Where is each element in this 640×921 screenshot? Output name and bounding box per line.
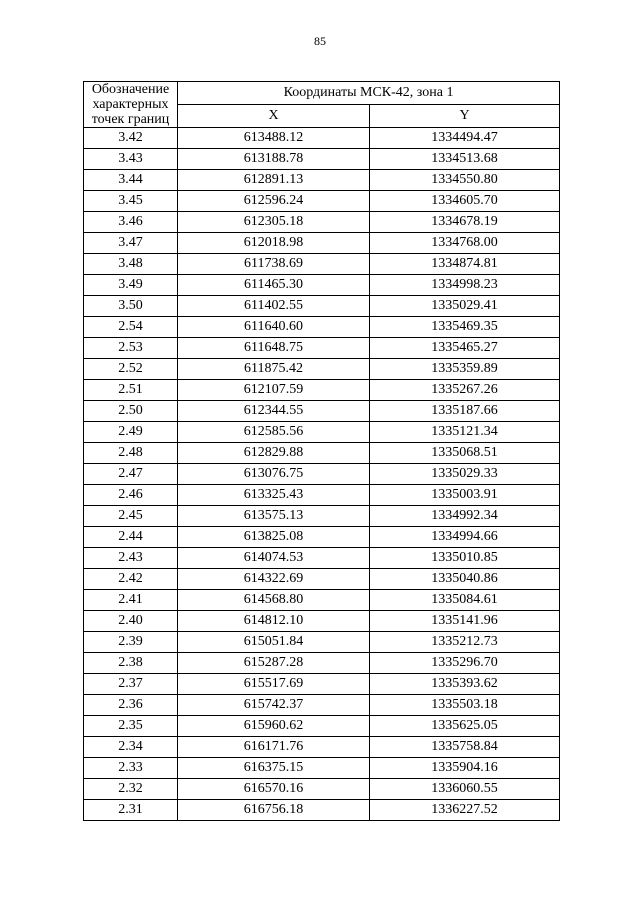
- page-number: 85: [314, 34, 326, 48]
- y-cell: 1334998.23: [370, 275, 560, 296]
- y-cell: 1335029.41: [370, 296, 560, 317]
- y-cell: 1335267.26: [370, 380, 560, 401]
- table-row: [84, 674, 560, 695]
- point-cell: 2.40: [84, 611, 178, 632]
- x-cell: 616171.76: [178, 737, 370, 758]
- x-cell: 613488.12: [178, 128, 370, 149]
- y-cell: 1335758.84: [370, 737, 560, 758]
- point-cell: 2.32: [84, 779, 178, 800]
- table-row: [84, 506, 560, 527]
- point-cell: 2.51: [84, 380, 178, 401]
- table-row: [84, 149, 560, 170]
- y-cell: 1335010.85: [370, 548, 560, 569]
- x-cell: 613188.78: [178, 149, 370, 170]
- y-cell: 1335296.70: [370, 653, 560, 674]
- point-cell: 2.34: [84, 737, 178, 758]
- y-cell: 1335187.66: [370, 401, 560, 422]
- table-row: [84, 695, 560, 716]
- point-cell: 2.53: [84, 338, 178, 359]
- point-cell: 2.35: [84, 716, 178, 737]
- y-cell: 1334605.70: [370, 191, 560, 212]
- point-cell: 3.44: [84, 170, 178, 191]
- x-cell: 612585.56: [178, 422, 370, 443]
- point-cell: 2.42: [84, 569, 178, 590]
- table-row: [84, 632, 560, 653]
- point-cell: 3.43: [84, 149, 178, 170]
- x-cell: 615051.84: [178, 632, 370, 653]
- point-cell: 2.50: [84, 401, 178, 422]
- table-row: [84, 401, 560, 422]
- x-cell: 612305.18: [178, 212, 370, 233]
- coordinates-header: Координаты МСК-42, зона 1: [178, 82, 560, 105]
- x-cell: 611402.55: [178, 296, 370, 317]
- table-row: [84, 779, 560, 800]
- table-row: [84, 527, 560, 548]
- table-row: [84, 548, 560, 569]
- table-row: [84, 359, 560, 380]
- point-cell: 2.38: [84, 653, 178, 674]
- y-cell: 1335029.33: [370, 464, 560, 485]
- point-cell: 2.45: [84, 506, 178, 527]
- y-cell: 1335040.86: [370, 569, 560, 590]
- y-cell: 1335068.51: [370, 443, 560, 464]
- table-row: [84, 212, 560, 233]
- y-cell: 1336227.52: [370, 800, 560, 821]
- point-cell: 2.43: [84, 548, 178, 569]
- table-row: [84, 254, 560, 275]
- x-cell: 614812.10: [178, 611, 370, 632]
- y-cell: 1335141.96: [370, 611, 560, 632]
- point-cell: 2.37: [84, 674, 178, 695]
- table-row: [84, 590, 560, 611]
- table-row: [84, 422, 560, 443]
- y-cell: 1335465.27: [370, 338, 560, 359]
- table-row: [84, 800, 560, 821]
- x-cell: 614322.69: [178, 569, 370, 590]
- x-cell: 613325.43: [178, 485, 370, 506]
- x-cell: 613076.75: [178, 464, 370, 485]
- y-cell: 1334550.80: [370, 170, 560, 191]
- y-cell: 1335121.34: [370, 422, 560, 443]
- table-row: [84, 758, 560, 779]
- point-cell: 3.47: [84, 233, 178, 254]
- table-row: [84, 737, 560, 758]
- y-cell: 1334768.00: [370, 233, 560, 254]
- point-cell: 3.46: [84, 212, 178, 233]
- y-cell: 1335084.61: [370, 590, 560, 611]
- table-row: [84, 338, 560, 359]
- point-cell: 2.54: [84, 317, 178, 338]
- y-cell: 1335904.16: [370, 758, 560, 779]
- table-row: [84, 464, 560, 485]
- x-cell: 612018.98: [178, 233, 370, 254]
- y-cell: 1334513.68: [370, 149, 560, 170]
- table-row: [84, 716, 560, 737]
- y-cell: 1335003.91: [370, 485, 560, 506]
- table-row: [84, 569, 560, 590]
- y-cell: 1334994.66: [370, 527, 560, 548]
- point-cell: 2.33: [84, 758, 178, 779]
- point-header-line-2: характерных: [92, 97, 169, 112]
- point-cell: 2.48: [84, 443, 178, 464]
- point-cell: 2.49: [84, 422, 178, 443]
- y-cell: 1335503.18: [370, 695, 560, 716]
- point-designation-header: [84, 82, 178, 128]
- point-cell: 2.52: [84, 359, 178, 380]
- point-cell: 3.42: [84, 128, 178, 149]
- y-cell: 1335212.73: [370, 632, 560, 653]
- x-cell: 611640.60: [178, 317, 370, 338]
- point-header-line-3: точек границ: [91, 112, 170, 127]
- x-cell: 615742.37: [178, 695, 370, 716]
- coordinates-table: [83, 81, 560, 821]
- table-row: [84, 317, 560, 338]
- point-cell: 3.48: [84, 254, 178, 275]
- table-row: [84, 296, 560, 317]
- y-cell: 1335393.62: [370, 674, 560, 695]
- table-row: [84, 443, 560, 464]
- x-cell: 612344.55: [178, 401, 370, 422]
- point-cell: 2.47: [84, 464, 178, 485]
- x-cell: 611738.69: [178, 254, 370, 275]
- x-cell: 614568.80: [178, 590, 370, 611]
- table-row: [84, 275, 560, 296]
- x-cell: 612107.59: [178, 380, 370, 401]
- table-row: [84, 170, 560, 191]
- x-header: X: [178, 105, 370, 128]
- point-cell: 2.46: [84, 485, 178, 506]
- table-row: [84, 611, 560, 632]
- y-cell: 1334874.81: [370, 254, 560, 275]
- point-cell: 3.45: [84, 191, 178, 212]
- y-cell: 1334992.34: [370, 506, 560, 527]
- table-row: [84, 233, 560, 254]
- x-cell: 616375.15: [178, 758, 370, 779]
- point-cell: 2.41: [84, 590, 178, 611]
- table-body: [84, 128, 560, 821]
- x-cell: 612596.24: [178, 191, 370, 212]
- table-row: [84, 653, 560, 674]
- point-cell: 2.36: [84, 695, 178, 716]
- x-cell: 614074.53: [178, 548, 370, 569]
- x-cell: 613575.13: [178, 506, 370, 527]
- x-cell: 615287.28: [178, 653, 370, 674]
- x-cell: 615960.62: [178, 716, 370, 737]
- point-cell: 3.49: [84, 275, 178, 296]
- point-cell: 3.50: [84, 296, 178, 317]
- y-header: Y: [370, 105, 560, 128]
- table-row: [84, 128, 560, 149]
- x-cell: 616570.16: [178, 779, 370, 800]
- x-cell: 613825.08: [178, 527, 370, 548]
- y-cell: 1336060.55: [370, 779, 560, 800]
- y-cell: 1335625.05: [370, 716, 560, 737]
- y-cell: 1335469.35: [370, 317, 560, 338]
- point-cell: 2.39: [84, 632, 178, 653]
- x-cell: 615517.69: [178, 674, 370, 695]
- y-cell: 1335359.89: [370, 359, 560, 380]
- y-cell: 1334678.19: [370, 212, 560, 233]
- x-cell: 611875.42: [178, 359, 370, 380]
- y-cell: 1334494.47: [370, 128, 560, 149]
- x-cell: 612891.13: [178, 170, 370, 191]
- x-cell: 612829.88: [178, 443, 370, 464]
- x-cell: 611648.75: [178, 338, 370, 359]
- table-row: [84, 485, 560, 506]
- point-cell: 2.31: [84, 800, 178, 821]
- table-row: [84, 380, 560, 401]
- point-cell: 2.44: [84, 527, 178, 548]
- point-header-line-1: Обозначение: [91, 82, 170, 97]
- table-row: [84, 191, 560, 212]
- x-cell: 616756.18: [178, 800, 370, 821]
- x-cell: 611465.30: [178, 275, 370, 296]
